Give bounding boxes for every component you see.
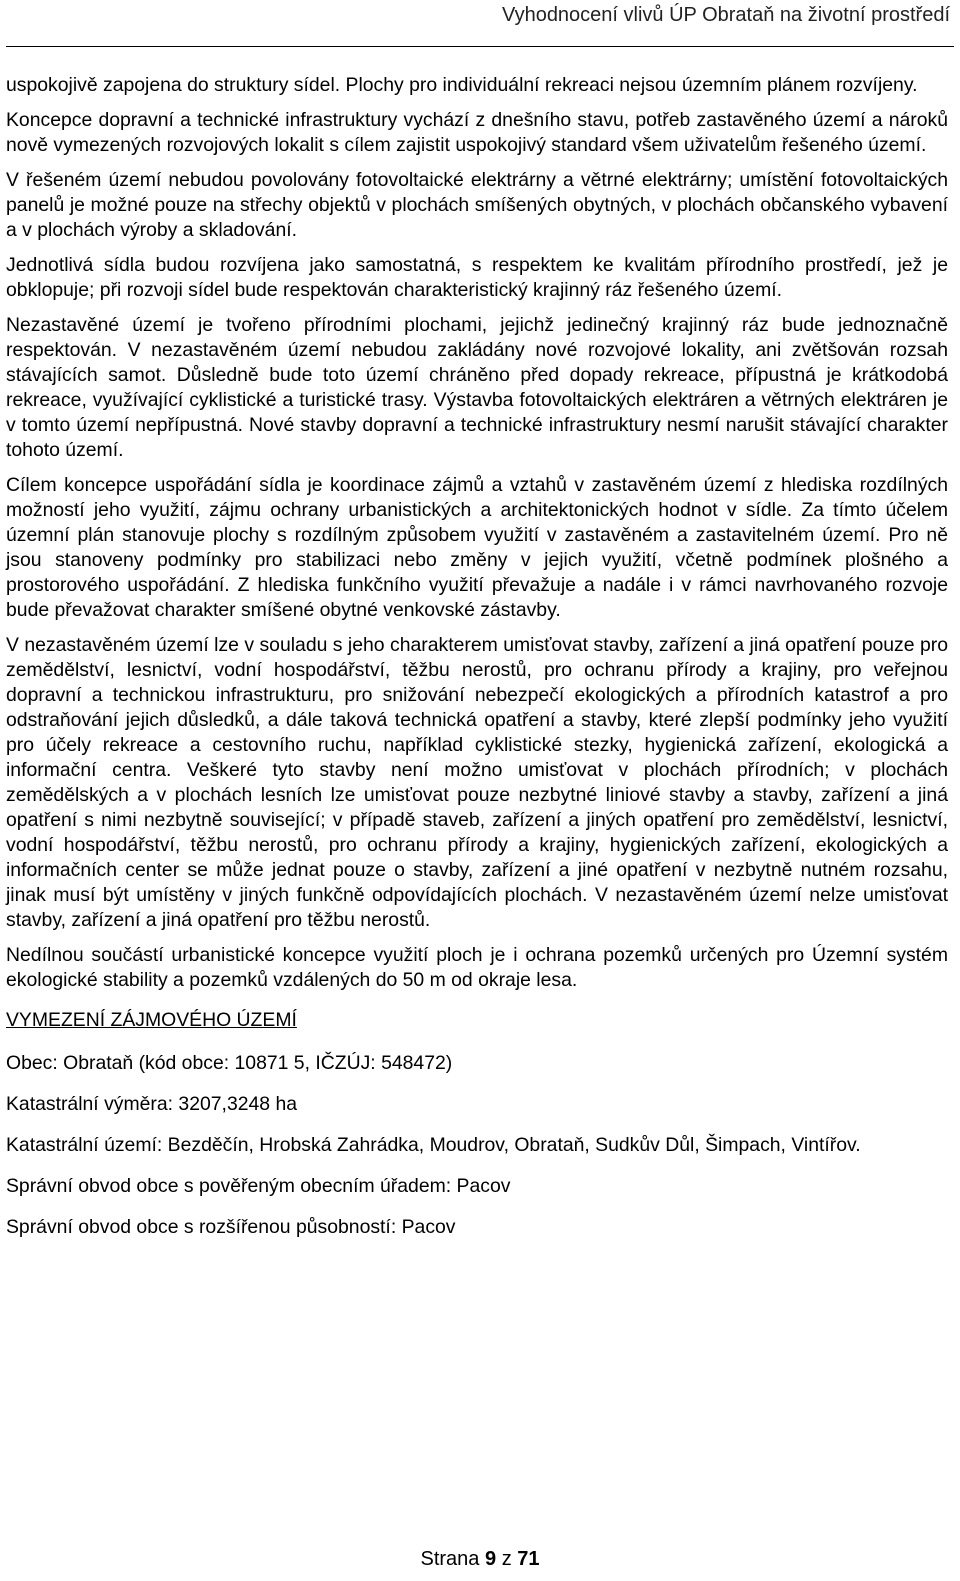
section-heading: VYMEZENÍ ZÁJMOVÉHO ÚZEMÍ <box>6 1009 297 1031</box>
body-paragraph: Cílem koncepce uspořádání sídla je koordinace zájmů a vztahů v zastavěném území z hlediska rozdílných možností jeho využití, zájmu ochrany urbanistických a architektonických hodnot v sídle. Za tímto účelem územní plán stanovuje plochy s rozdílným způsobem využití v zastavěném a zastavitelném území. Pro ně jsou stanoveny podmínky pro stabilizaci nebo změny v jejich využití, včetně podmínek plošného a prostorového uspořádání. Z hlediska funkčního využití převažuje a nadále i v rámci navrhovaného rozvoje bude převažovat charakter smíšené obytné venkovské zástavby. <box>6 474 948 621</box>
running-header: Vyhodnocení vlivů ÚP Obrataň na životní prostředí <box>501 4 950 26</box>
page-body <box>6 73 948 1256</box>
total-page-count: 71 <box>517 1548 540 1570</box>
body-paragraph: Nezastavěné území je tvořeno přírodními plochami, jejichž jedinečný krajinný ráz bude jednoznačně respektován. V nezastavěném území nebudou zakládány nové rozvojové lokality, ani zvětšován rozsah stávajících samot. Důsledně bude toto území chráněno před dopady rekreace, přípustná je krátkodobá rekreace, využívající cyklistické a turistické trasy. Výstavba fotovoltaických elektráren a větrných elektráren je v tomto území nepřípustná. Nové stavby dopravní a technické infrastruktury nesmí narušit stávající charakter tohoto území. <box>6 314 948 461</box>
page-footer <box>0 1548 960 1571</box>
info-katastralni-uzemi: Katastrální území: Bezděčín, Hrobská Zahrádka, Moudrov, Obrataň, Sudkův Důl, Šimpach, Vintířov. <box>6 1134 861 1156</box>
body-paragraph: V řešeném území nebudou povolovány fotovoltaické elektrárny a větrné elektrárny; umístění fotovoltaických panelů je možné pouze na střechy objektů v plochách smíšených obytných, v plochách občanského vybavení a v plochách výroby a skladování. <box>6 169 948 241</box>
body-paragraph: Jednotlivá sídla budou rozvíjena jako samostatná, s respektem ke kvalitám přírodního prostředí, jež je obklopuje; při rozvoji sídel bude respektován charakteristický krajinný ráz řešeného území. <box>6 254 948 301</box>
info-vymera: Katastrální výměra: 3207,3248 ha <box>6 1093 298 1115</box>
header-divider <box>6 46 954 47</box>
info-obvod-rozsireny: Správní obvod obce s rozšířenou působností: Pacov <box>6 1216 456 1238</box>
body-paragraph: uspokojivě zapojena do struktury sídel. Plochy pro individuální rekreaci nejsou územním plánem rozvíjeny. <box>6 74 918 96</box>
footer-separator: z <box>501 1548 512 1570</box>
body-paragraph: V nezastavěném území lze v souladu s jeho charakterem umisťovat stavby, zařízení a jiná opatření pouze pro zemědělství, lesnictví, vodní hospodářství, těžbu nerostů, pro ochranu přírody a krajiny, pro veřejnou dopravní a technickou infrastrukturu, pro snižování nebezpečí ekologických a přírodních katastrof a pro odstraňování jejich důsledků, a dále taková technická opatření a stavby, které zlepší podmínky jeho využití pro účely rekreace a cestovního ruchu, například cyklistické stezky, hygienická zařízení, ekologická a informační centra. Veškeré tyto stavby není možno umisťovat v plochách přírodních; v plochách zemědělských a v plochách lesních lze umisťovat pouze nezbytné liniové stavby a stavby, zařízení a jiná opatření s nimi nezbytně související; v případě staveb, zařízení a jiných opatření pro zemědělství, lesnictví, vodní hospodářství, těžbu nerostů, pro ochranu přírody a krajiny, hygienických zařízení, ekologických a informačních center se může jednat pouze o stavby, zařízení a jiné opatření v nezbytně nutném rozsahu, jinak musí být umístěny v jiných funkčně odpovídajících plochách. V nezastavěném území nelze umisťovat stavby, zařízení a jiná opatření pro těžbu nerostů. <box>6 634 948 931</box>
footer-prefix: Strana <box>420 1548 480 1570</box>
body-paragraph: Nedílnou součástí urbanistické koncepce využití ploch je i ochrana pozemků určených pro Územní systém ekologické stability a pozemků vzdálených do 50 m od okraje lesa. <box>6 944 948 991</box>
current-page-number: 9 <box>485 1548 497 1570</box>
info-obec: Obec: Obrataň (kód obce: 10871 5, IČZÚJ: 548472) <box>6 1052 453 1074</box>
body-paragraph: Koncepce dopravní a technické infrastruktury vychází z dnešního stavu, potřeb zastavěného území a nároků nově vymezených rozvojových lokalit s cílem zajistit uspokojivý standard všem uživatelům řešeného území. <box>6 109 948 156</box>
info-obvod-povereny: Správní obvod obce s pověřeným obecním úřadem: Pacov <box>6 1175 511 1197</box>
